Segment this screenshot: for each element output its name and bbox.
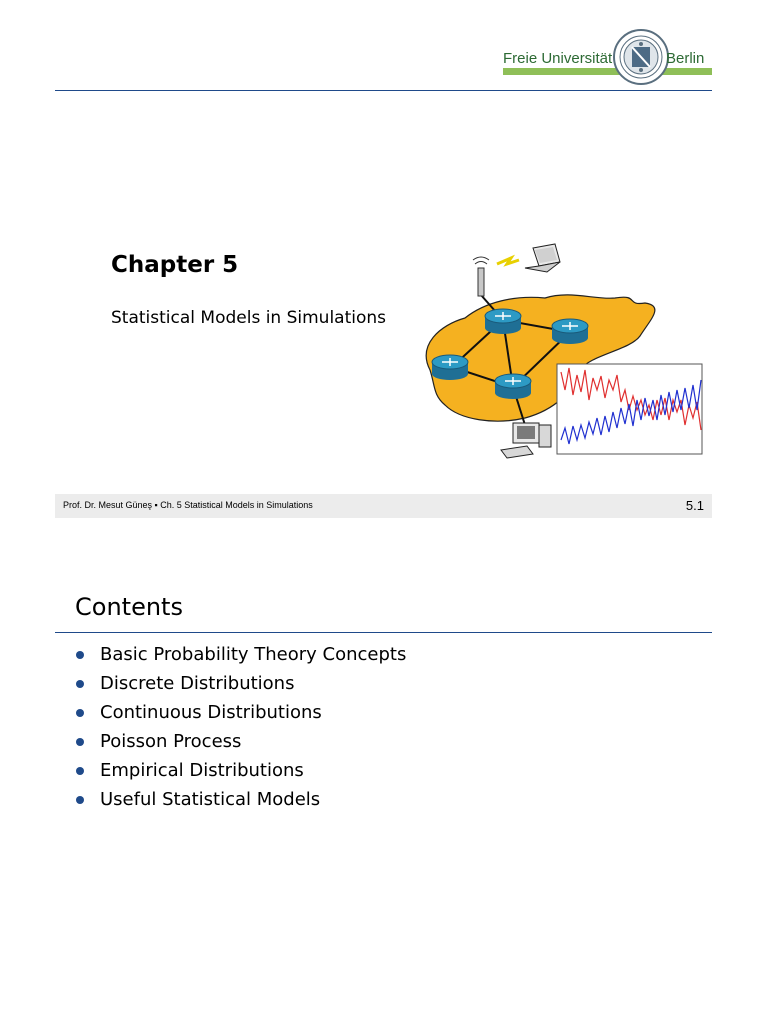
router-icon [432, 355, 468, 380]
list-item-label: Poisson Process [100, 731, 242, 752]
list-item-label: Discrete Distributions [100, 673, 295, 694]
antenna-icon [473, 257, 489, 296]
list-item-label: Basic Probability Theory Concepts [100, 644, 407, 665]
logo-text-right: Berlin [666, 50, 705, 67]
contents-title: Contents [75, 593, 183, 621]
bullet-icon [76, 680, 84, 688]
bullet-icon [76, 709, 84, 717]
logo-text-left: Freie Universität [503, 50, 613, 67]
bullet-icon [76, 796, 84, 804]
list-item-label: Empirical Distributions [100, 760, 304, 781]
list-item [75, 759, 406, 788]
university-logo [500, 28, 712, 86]
chapter-subtitle: Statistical Models in Simulations [111, 308, 387, 328]
contents-rule [55, 632, 712, 633]
list-item [75, 643, 406, 672]
signal-plot [557, 364, 702, 454]
bullet-icon [76, 738, 84, 746]
contents-list [75, 643, 406, 817]
list-item [75, 701, 406, 730]
router-icon [495, 374, 531, 399]
bullet-icon [76, 767, 84, 775]
list-item [75, 672, 406, 701]
router-icon [552, 319, 588, 344]
router-icon [485, 309, 521, 334]
slide-footer [55, 494, 712, 518]
bullet-icon [76, 651, 84, 659]
laptop-icon [525, 244, 560, 272]
list-item [75, 788, 406, 817]
list-item-label: Continuous Distributions [100, 702, 322, 723]
footer-author-text: Prof. Dr. Mesut Güneş ▪ Ch. 5 Statistical Models in Simulations [63, 500, 313, 510]
footer-page-number: 5.1 [685, 498, 704, 513]
chapter-title: Chapter 5 [111, 252, 239, 278]
network-illustration [415, 240, 705, 465]
list-item-label: Useful Statistical Models [100, 789, 321, 810]
contents-slide [0, 530, 768, 1024]
header-rule [55, 90, 712, 91]
wireless-link-icon [497, 258, 519, 264]
desktop-computer-icon [501, 423, 551, 458]
logo-accent-bar [503, 68, 712, 75]
list-item [75, 730, 406, 759]
university-seal-icon [612, 28, 670, 86]
